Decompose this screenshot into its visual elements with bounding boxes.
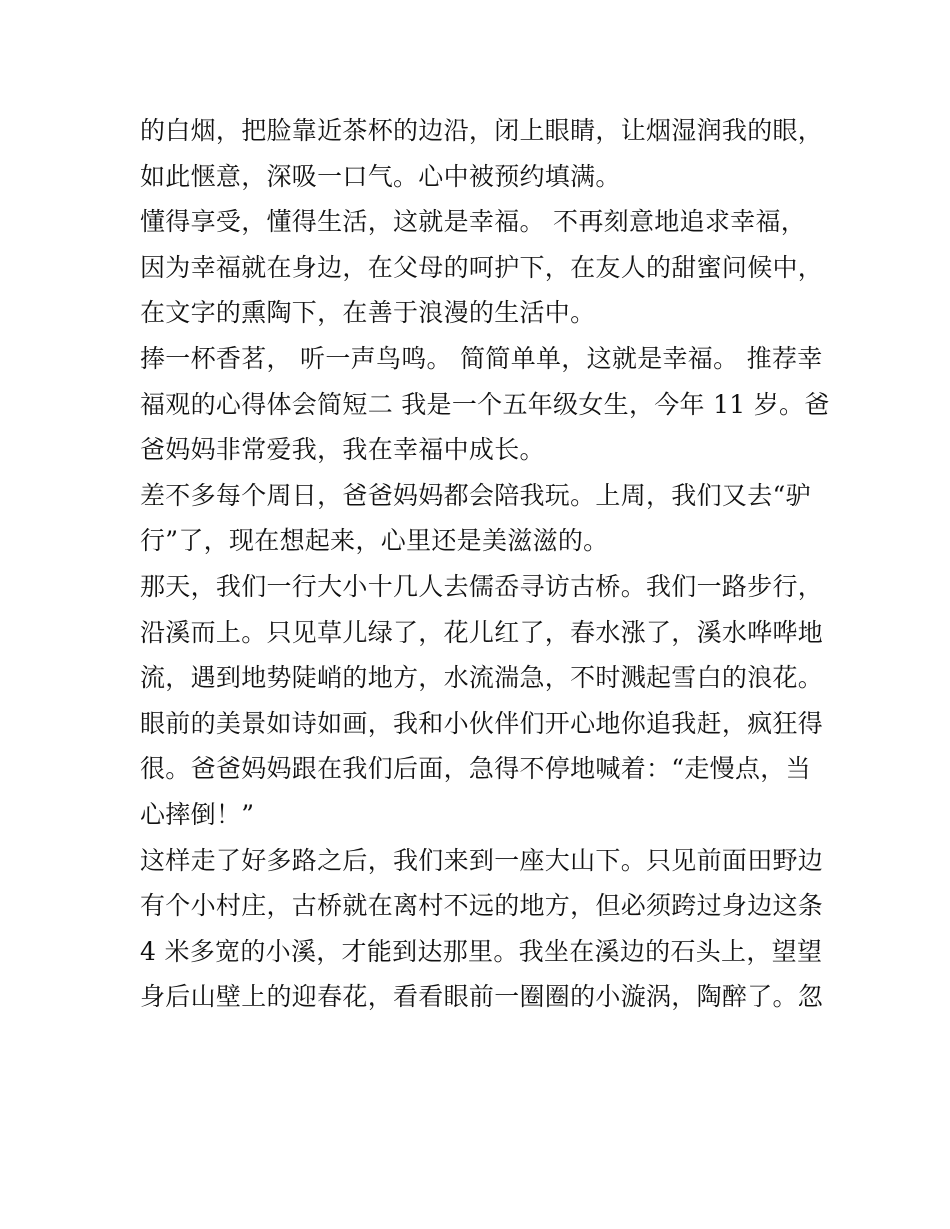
text-line: 眼前的美景如诗如画，我和小伙伴们开心地你追我赶，疯狂得 xyxy=(140,708,824,738)
text-line: 因为幸福就在身边，在父母的呵护下，在友人的甜蜜问候中， xyxy=(140,252,824,282)
text-line: 在文字的熏陶下，在善于浪漫的生活中。 xyxy=(140,298,596,328)
text-line: 很。爸爸妈妈跟在我们后面，急得不停地喊着：“走慢点，当 xyxy=(140,754,811,784)
text-line: 心摔倒！” xyxy=(140,799,255,829)
text-line: 差不多每个周日，爸爸妈妈都会陪我玩。上周，我们又去“驴 xyxy=(140,480,811,510)
text-line: 有个小村庄，古桥就在离村不远的地方，但必须跨过身边这条 xyxy=(140,891,824,921)
text-line: 这样走了好多路之后，我们来到一座大山下。只见前面田野边 xyxy=(140,845,824,875)
text-line: 懂得享受，懂得生活，这就是幸福。 不再刻意地追求幸福， xyxy=(140,207,807,237)
text-line: 爸妈妈非常爱我，我在幸福中成长。 xyxy=(140,435,545,465)
text-line: 行”了，现在想起来，心里还是美滋滋的。 xyxy=(140,526,609,556)
text-line: 4 米多宽的小溪，才能到达那里。我坐在溪边的石头上，望望 xyxy=(140,936,823,966)
text-line: 身后山壁上的迎春花，看看眼前一圈圈的小漩涡，陶醉了。忽 xyxy=(140,982,824,1012)
text-line: 流，遇到地势陡峭的地方，水流湍急，不时溅起雪白的浪花。 xyxy=(140,663,824,693)
text-line: 沿溪而上。只见草儿绿了，花儿红了，春水涨了，溪水哗哗地 xyxy=(140,617,824,647)
text-line: 如此惬意，深吸一口气。心中被预约填满。 xyxy=(140,161,621,191)
text-line: 捧一杯香茗， 听一声鸟鸣。 简简单单，这就是幸福。 推荐幸 xyxy=(140,343,823,373)
document-body xyxy=(140,108,830,1020)
text-line: 那天，我们一行大小十几人去儒岙寻访古桥。我们一路步行， xyxy=(140,571,824,601)
text-line: 的白烟，把脸靠近茶杯的边沿，闭上眼睛，让烟湿润我的眼， xyxy=(140,116,824,145)
text-line: 福观的心得体会简短二 我是一个五年级女生，今年 11 岁。爸 xyxy=(140,389,830,419)
